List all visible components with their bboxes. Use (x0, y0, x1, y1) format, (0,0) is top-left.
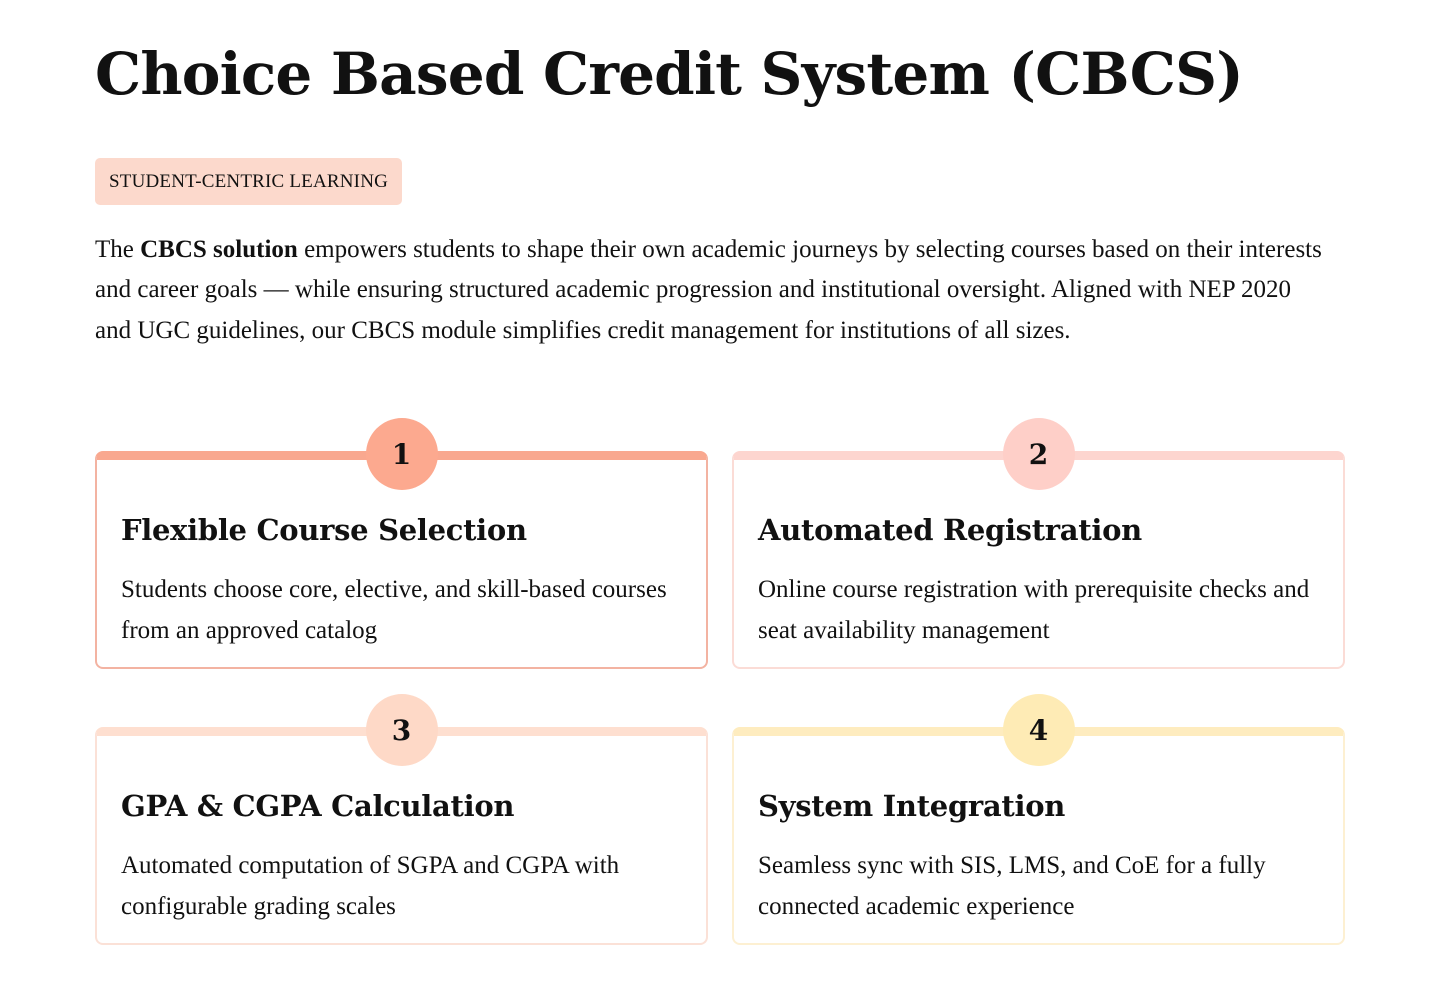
feature-title: GPA & CGPA Calculation (121, 789, 515, 823)
feature-description: Automated computation of SGPA and CGPA with configurable grading scales (121, 852, 620, 920)
feature-title: Automated Registration (758, 513, 1142, 547)
feature-description: Students choose core, elective, and skill-based courses from an approved catalog (121, 576, 667, 644)
intro-highlight: CBCS solution (140, 236, 298, 263)
feature-card-system-integration (732, 713, 1345, 945)
feature-card-automated-registration (732, 437, 1345, 669)
intro-prefix: The (95, 236, 141, 263)
page-title: Choice Based Credit System (CBCS) (95, 40, 1243, 108)
feature-card-flexible-course-selection (95, 437, 708, 669)
feature-description: Online course registration with prerequisite checks and seat availability management (758, 576, 1310, 644)
feature-title: Flexible Course Selection (121, 513, 527, 547)
feature-title: System Integration (758, 789, 1066, 823)
step-number-badge: 3 (366, 694, 438, 766)
intro-paragraph (95, 230, 1330, 351)
intro-body: empowers students to shape their own academic journeys by selecting courses based on their interests and career goals — while ensuring structured academic progression and institutional oversight. Aligned with NEP 2020 and UGC guidelines, our CBCS module simplifies credit management for institutions of all sizes. (95, 236, 1322, 344)
feature-description: Seamless sync with SIS, LMS, and CoE for a fully connected academic experience (758, 852, 1266, 920)
step-number-badge: 1 (366, 418, 438, 490)
feature-card-gpa-cgpa-calculation (95, 713, 708, 945)
step-number-badge: 4 (1003, 694, 1075, 766)
step-number-badge: 2 (1003, 418, 1075, 490)
category-badge: STUDENT-CENTRIC LEARNING (95, 158, 402, 205)
